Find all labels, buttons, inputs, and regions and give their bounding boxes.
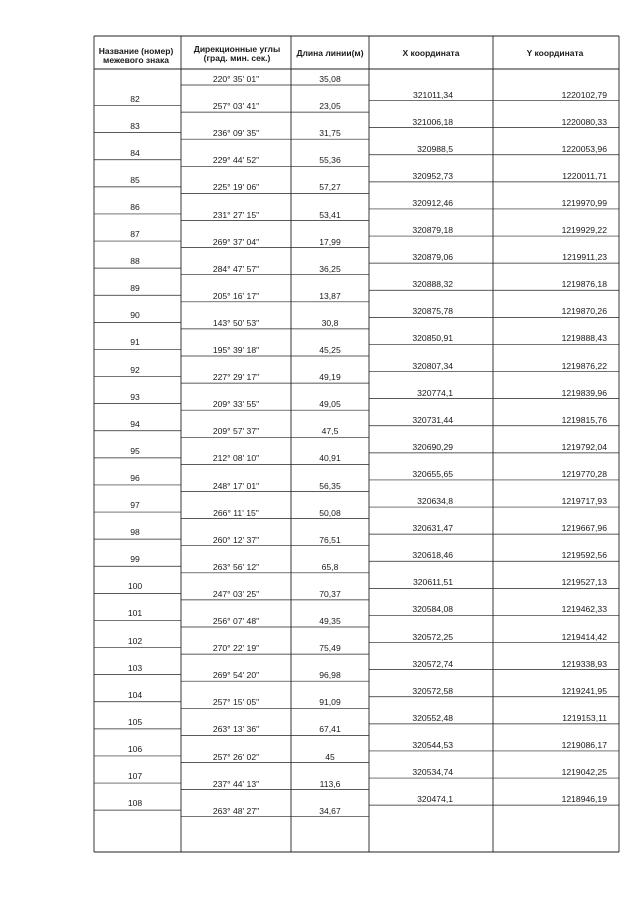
segment-length: 17,99 — [319, 236, 341, 247]
point-x-coordinate: 320584,08 — [412, 604, 453, 615]
point-name: 101 — [127, 608, 143, 619]
point-name: 100 — [127, 581, 143, 592]
point-y-coordinate: 1219717,93 — [561, 496, 607, 507]
point-name: 88 — [130, 256, 140, 267]
segment-angle: 269° 54' 20" — [212, 670, 260, 681]
point-x-coordinate: 320731,44 — [412, 414, 453, 425]
point-x-coordinate: 320611,51 — [413, 577, 453, 588]
point-x-coordinate: 320572,74 — [412, 658, 453, 669]
point-x-coordinate: 320850,91 — [412, 333, 453, 344]
segment-length: 53,41 — [319, 209, 341, 220]
point-x-coordinate: 320952,73 — [412, 170, 453, 181]
point-y-coordinate: 1219876,22 — [561, 360, 607, 371]
point-y-coordinate: 1218946,19 — [561, 794, 607, 805]
point-y-coordinate: 1219338,93 — [561, 658, 607, 669]
point-y-coordinate: 1219667,96 — [561, 523, 607, 534]
segment-angle: 263° 13' 36" — [212, 724, 260, 735]
point-x-coordinate: 320572,25 — [412, 631, 453, 642]
point-x-coordinate: 320807,34 — [412, 360, 453, 371]
segment-angle: 220° 35' 01" — [212, 74, 260, 84]
point-y-coordinate: 1220080,33 — [561, 116, 607, 127]
point-y-coordinate: 1219527,13 — [561, 577, 607, 588]
segment-angle: 209° 57' 37" — [212, 426, 260, 437]
point-y-coordinate: 1219414,42 — [561, 631, 607, 642]
point-name: 96 — [130, 472, 140, 483]
point-x-coordinate: 320631,47 — [412, 523, 453, 534]
segment-angle: 263° 48' 27" — [212, 805, 260, 816]
segment-angle: 248° 17' 01" — [212, 480, 260, 491]
point-name: 92 — [130, 364, 140, 375]
point-y-coordinate: 1219462,33 — [561, 604, 607, 615]
point-name: 107 — [127, 771, 143, 782]
header-length: Длина линии(м) — [296, 48, 364, 59]
segment-length: 40,91 — [319, 453, 341, 464]
segment-length: 70,37 — [319, 588, 341, 599]
segment-angle: 225° 19' 06" — [212, 182, 260, 193]
point-name: 106 — [127, 743, 143, 754]
point-x-coordinate: 320888,32 — [412, 279, 453, 290]
point-x-coordinate: 321006,18 — [412, 116, 453, 127]
segment-length: 45,25 — [319, 345, 341, 355]
point-y-coordinate: 1219876,18 — [561, 279, 607, 290]
point-name: 86 — [130, 201, 140, 212]
segment-angle: 269° 37' 04" — [212, 236, 260, 247]
segment-length: 96,98 — [319, 670, 341, 681]
segment-angle: 229° 44' 52" — [212, 155, 260, 166]
segment-length: 23,05 — [319, 101, 341, 112]
segment-angle: 266° 11' 15" — [213, 507, 259, 518]
point-x-coordinate: 320544,53 — [412, 739, 453, 750]
segment-angle: 263° 56' 12" — [212, 561, 260, 572]
segment-angle: 257° 26' 02" — [212, 751, 260, 762]
segment-angle: 212° 08' 10" — [212, 453, 260, 464]
point-y-coordinate: 1219792,04 — [561, 441, 607, 452]
segment-angle: 209° 33' 55" — [212, 399, 260, 410]
point-x-coordinate: 320879,18 — [412, 225, 453, 236]
point-y-coordinate: 1219815,76 — [561, 414, 607, 425]
point-name: 97 — [130, 500, 140, 511]
header-angle: Дирекционные углы (град. мин. сек.) — [193, 43, 281, 63]
point-y-coordinate: 1219086,17 — [561, 739, 607, 750]
point-name: 83 — [130, 120, 140, 131]
segment-length: 13,87 — [319, 290, 341, 301]
point-y-coordinate: 1219888,43 — [561, 333, 607, 344]
point-name: 84 — [130, 147, 140, 158]
point-name: 105 — [127, 716, 143, 727]
segment-length: 67,41 — [319, 724, 341, 735]
segment-length: 30,8 — [321, 317, 339, 328]
segment-angle: 227° 29' 17" — [212, 372, 260, 383]
segment-angle: 256° 07' 48" — [212, 616, 260, 626]
point-name: 85 — [130, 174, 140, 185]
point-y-coordinate: 1219770,28 — [561, 468, 607, 479]
segment-angle: 247° 03' 25" — [212, 588, 260, 599]
point-name: 108 — [127, 798, 143, 809]
point-x-coordinate: 320534,74 — [412, 767, 453, 778]
point-name: 91 — [130, 337, 140, 348]
point-x-coordinate: 320618,46 — [412, 550, 453, 561]
point-y-coordinate: 1219970,99 — [561, 197, 607, 208]
point-y-coordinate: 1219042,25 — [561, 767, 607, 778]
segment-angle: 195° 39' 18" — [212, 345, 260, 355]
point-y-coordinate: 1220102,79 — [561, 89, 607, 100]
segment-length: 49,35 — [319, 616, 341, 626]
segment-length: 91,09 — [319, 697, 341, 708]
segment-length: 75,49 — [319, 643, 341, 654]
point-x-coordinate: 320875,78 — [412, 306, 453, 317]
segment-length: 49,19 — [319, 372, 341, 383]
segment-angle: 284° 47' 57" — [212, 263, 260, 274]
point-name: 99 — [130, 554, 140, 565]
point-y-coordinate: 1219839,96 — [561, 387, 607, 398]
point-y-coordinate: 1219911,23 — [562, 252, 607, 263]
point-x-coordinate: 321011,34 — [413, 89, 453, 100]
point-name: 104 — [127, 689, 143, 700]
point-y-coordinate: 1219241,95 — [561, 685, 607, 696]
point-y-coordinate: 1219153,11 — [562, 712, 607, 723]
segment-length: 56,35 — [319, 480, 341, 491]
segment-length: 47,5 — [321, 426, 339, 437]
point-y-coordinate: 1220053,96 — [561, 143, 607, 154]
point-name: 98 — [130, 527, 140, 538]
segment-length: 45 — [325, 751, 335, 762]
segment-length: 57,27 — [319, 182, 341, 193]
segment-length: 76,51 — [319, 534, 341, 545]
point-name: 102 — [127, 635, 143, 646]
point-name: 90 — [130, 310, 140, 321]
segment-length: 55,36 — [319, 155, 341, 166]
point-name: 95 — [130, 445, 140, 456]
segment-length: 49,05 — [319, 399, 341, 410]
point-x-coordinate: 320690,29 — [412, 441, 453, 452]
point-name: 87 — [130, 229, 140, 240]
segment-angle: 237° 44' 13" — [212, 778, 260, 789]
segment-length: 50,08 — [319, 507, 341, 518]
segment-length: 31,75 — [319, 128, 341, 139]
segment-angle: 231° 27' 15" — [212, 209, 260, 220]
point-name: 94 — [130, 418, 140, 429]
point-name: 93 — [130, 391, 140, 402]
point-x-coordinate: 320552,48 — [412, 712, 453, 723]
point-y-coordinate: 1219929,22 — [561, 225, 607, 236]
segment-angle: 257° 15' 05" — [212, 697, 260, 708]
segment-angle: 143° 50' 53" — [212, 317, 260, 328]
point-x-coordinate: 320655,65 — [412, 468, 453, 479]
segment-angle: 205° 16' 17" — [212, 290, 260, 301]
segment-angle: 260° 12' 37" — [212, 534, 260, 545]
segment-length: 36,25 — [319, 263, 341, 274]
point-x-coordinate: 320988,5 — [417, 143, 453, 154]
header-y: Y координата — [526, 48, 584, 59]
point-x-coordinate: 320912,46 — [412, 197, 453, 208]
point-x-coordinate: 320474,1 — [417, 794, 453, 805]
point-x-coordinate: 320572,58 — [412, 685, 453, 696]
point-x-coordinate: 320774,1 — [417, 387, 453, 398]
segment-length: 113,6 — [319, 778, 341, 789]
segment-angle: 257° 03' 41" — [212, 101, 260, 112]
point-y-coordinate: 1220011,71 — [562, 170, 607, 181]
header-name: Название (номер) межевого знака — [98, 45, 174, 65]
point-name: 82 — [130, 93, 140, 104]
point-y-coordinate: 1219870,26 — [561, 306, 607, 317]
header-x: X координата — [402, 48, 460, 59]
segment-length: 34,67 — [319, 805, 341, 816]
point-x-coordinate: 320879,06 — [412, 252, 453, 263]
segment-angle: 270° 22' 19" — [212, 643, 260, 654]
point-name: 103 — [127, 662, 143, 673]
segment-angle: 236° 09' 35" — [212, 128, 260, 139]
point-x-coordinate: 320634,8 — [417, 496, 453, 507]
segment-length: 35,08 — [319, 74, 341, 84]
segment-length: 65,8 — [321, 561, 339, 572]
point-y-coordinate: 1219592,56 — [561, 550, 607, 561]
point-name: 89 — [130, 283, 140, 294]
